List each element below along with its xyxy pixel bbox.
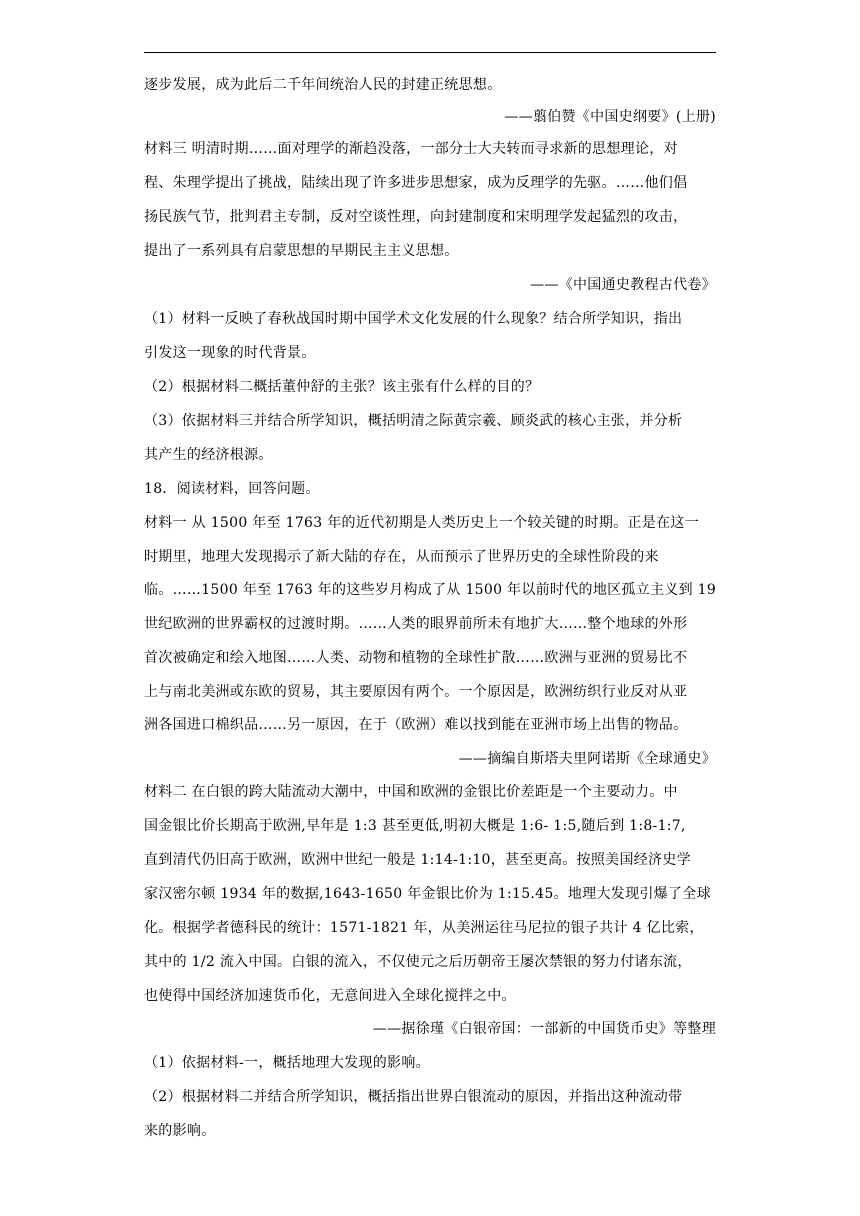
passage-line: 时期里，地理大发现揭示了新大陆的存在，从而预示了世界历史的全球性阶段的来 bbox=[144, 549, 659, 565]
passage-line: 世纪欧洲的世界霸权的过渡时期。……人类的眼界前所未有地扩大……整个地球的外形 bbox=[144, 616, 688, 632]
passage-line: 国金银比价长期高于欧洲,早年是 1:3 甚至更低,明初大概是 1:6- 1:5,随后到 1:8-1:7, bbox=[144, 818, 686, 834]
source-citation: ——据徐瑾《白银帝国：一部新的中国货币史》等整理 bbox=[372, 1021, 716, 1037]
passage-line: 扬民族气节，批判君主专制，反对空谈性理，向封建制度和宋明理学发起猛烈的攻击， bbox=[144, 209, 688, 225]
passage-line: 也使得中国经济加速货币化，无意间进入全球化搅拌之中。 bbox=[144, 988, 516, 1004]
question-line: （2）根据材料二并结合所学知识，概括指出世界白银流动的原因，并指出这种流动带 bbox=[144, 1089, 683, 1105]
passage-line: 逐步发展，成为此后二千年间统治人民的封建正统思想。 bbox=[144, 77, 502, 93]
question-line: 来的影响。 bbox=[144, 1123, 216, 1139]
passage-line: 材料一 从 1500 年至 1763 年的近代初期是人类历史上一个较关键的时期。正是在这一 bbox=[144, 515, 700, 531]
source-citation: ——《中国通史教程古代卷》 bbox=[530, 277, 716, 293]
passage-line: 上与南北美洲或东欧的贸易，其主要原因有两个。一个原因是，欧洲纺织行业反对从亚 bbox=[144, 684, 688, 700]
question-line: 引发这一现象的时代背景。 bbox=[144, 345, 316, 361]
passage-line: 家汉密尔顿 1934 年的数据,1643-1650 年金银比价为 1:15.45。地理大发现引爆了全球 bbox=[144, 886, 711, 902]
question-line: （1）依据材料-一，概括地理大发现的影响。 bbox=[144, 1055, 430, 1071]
question-line: （2）根据材料二概括董仲舒的主张？该主张有什么样的目的？ bbox=[144, 379, 540, 395]
question-line: （3）依据材料三并结合所学知识，概括明清之际黄宗羲、顾炎武的核心主张，并分析 bbox=[144, 413, 683, 429]
passage-line: 洲各国进口棉织品……另一原因，在于（欧洲）难以找到能在亚洲市场上出售的物品。 bbox=[144, 717, 688, 733]
passage-line: 临。……1500 年至 1763 年的这些岁月构成了从 1500 年以前时代的地区孤立主义到 19 bbox=[144, 582, 717, 598]
source-citation: ——翦伯赞《中国史纲要》(上册) bbox=[504, 109, 716, 125]
passage-line: 首次被确定和绘入地图……人类、动物和植物的全球性扩散……欧洲与亚洲的贸易比不 bbox=[144, 650, 688, 666]
passage-line: 直到清代仍旧高于欧洲，欧洲中世纪一般是 1:14-1:10，甚至更高。按照美国经济史学 bbox=[144, 852, 691, 868]
passage-line: 提出了一系列具有启蒙思想的早期民主主义思想。 bbox=[144, 243, 459, 259]
question-line: （1）材料一反映了春秋战国时期中国学术文化发展的什么现象？结合所学知识，指出 bbox=[144, 311, 683, 327]
passage-line: 化。根据学者德科民的统计：1571-1821 年，从美洲运往马尼拉的银子共计 4 亿比索， bbox=[144, 920, 704, 936]
question-heading: 18．阅读材料，回答问题。 bbox=[144, 481, 320, 497]
header-rule bbox=[144, 52, 716, 53]
passage-line: 其中的 1/2 流入中国。白银的流入，不仅使元之后历朝帝王屡次禁银的努力付诸东流， bbox=[144, 954, 692, 970]
passage-line: 材料三 明清时期……面对理学的渐趋没落，一部分士大夫转而寻求新的思想理论，对 bbox=[144, 141, 678, 157]
passage-line: 材料二 在白银的跨大陆流动大潮中，中国和欧洲的金银比价差距是一个主要动力。中 bbox=[144, 784, 678, 800]
source-citation: ——摘编自斯塔夫里阿诺斯《全球通史》 bbox=[458, 751, 716, 767]
question-line: 其产生的经济根源。 bbox=[144, 447, 273, 463]
passage-line: 程、朱理学提出了挑战，陆续出现了许多进步思想家，成为反理学的先驱。……他们倡 bbox=[144, 175, 688, 191]
